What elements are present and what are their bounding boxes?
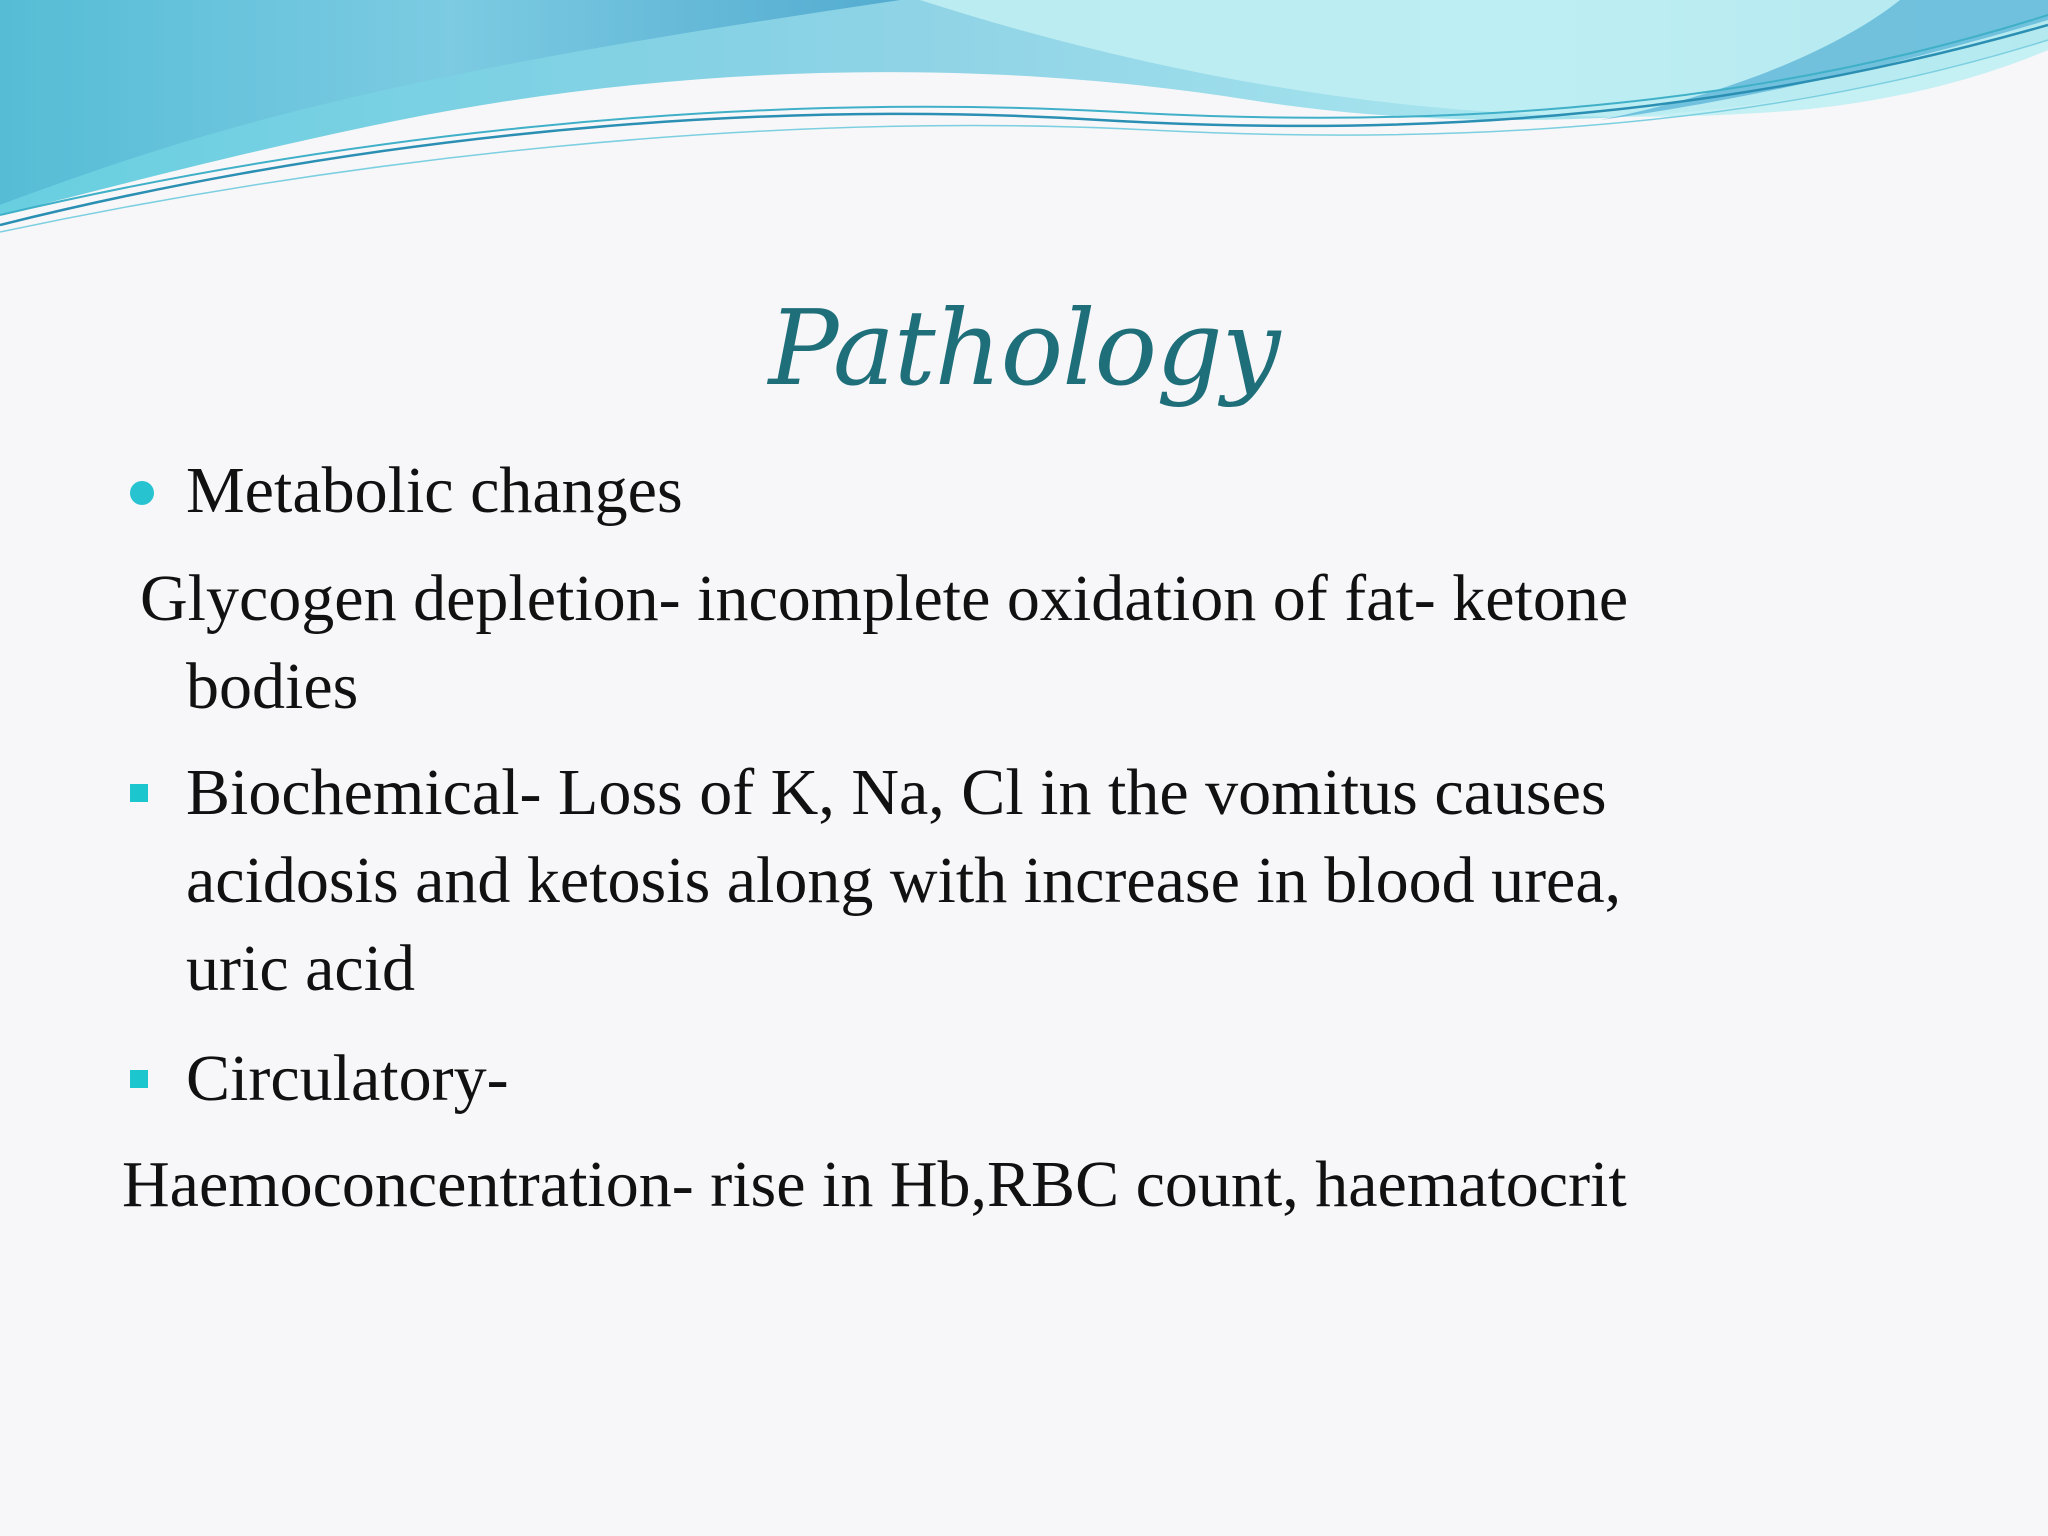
bullet-biochemical-line-3: uric acid	[186, 932, 416, 1005]
bullet-metabolic-changes: Metabolic changes	[186, 454, 683, 527]
bullet-dot-icon	[130, 481, 154, 505]
bullet-biochemical-line-2: acidosis and ketosis along with increase in blood urea,	[186, 844, 1622, 917]
bullet-square-icon	[130, 784, 148, 802]
text-haemoconcentration: Haemoconcentration- rise in Hb,RBC count, haematocrit	[122, 1148, 1627, 1221]
decorative-wave-banner	[0, 0, 2048, 240]
text-glycogen-line-1: Glycogen depletion- incomplete oxidation of fat- ketone	[140, 562, 1629, 635]
bullet-square-icon	[130, 1070, 148, 1088]
text-glycogen-line-2: bodies	[186, 650, 359, 723]
slide-title: Pathology	[768, 287, 1280, 409]
bullet-biochemical-line-1: Biochemical- Loss of K, Na, Cl in the vomitus causes	[186, 756, 1607, 829]
bullet-circulatory: Circulatory-	[186, 1042, 509, 1115]
